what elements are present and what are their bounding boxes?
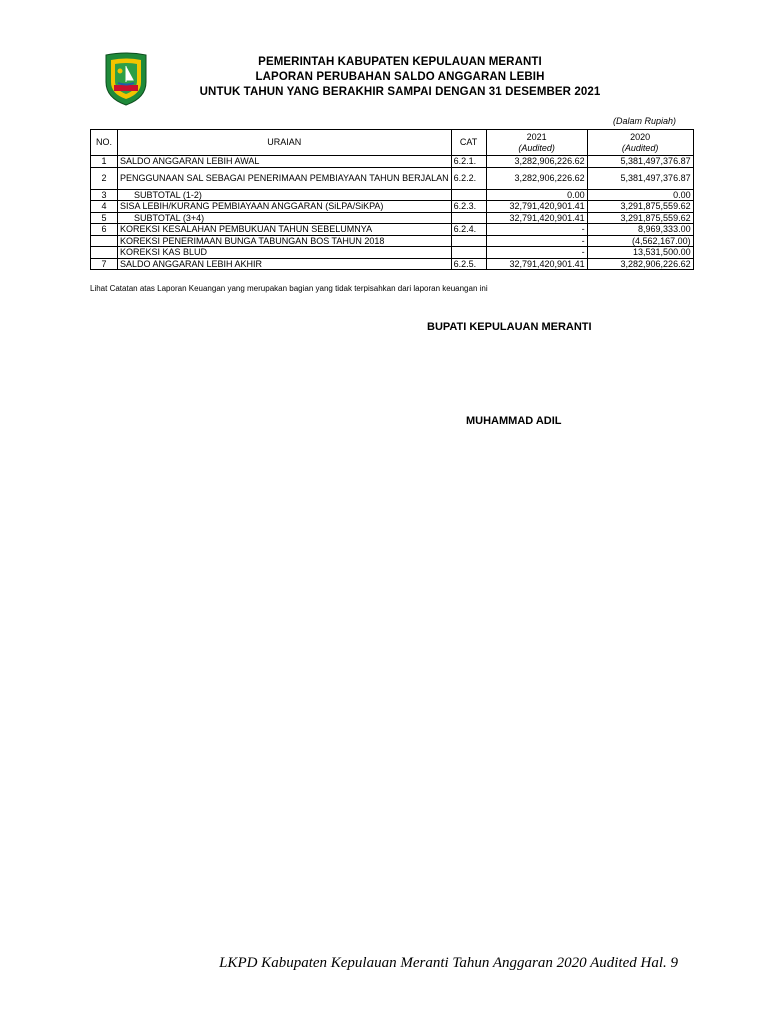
table-row xyxy=(91,224,694,236)
header-government-name: PEMERINTAH KABUPATEN KEPULAUAN MERANTI xyxy=(258,56,542,68)
row-cat xyxy=(451,235,486,247)
row-value-2021: - xyxy=(486,224,587,236)
row-value-2020: 3,282,906,226.62 xyxy=(587,258,693,270)
signatory-name: MUHAMMAD ADIL xyxy=(466,415,562,427)
row-value-2021: 32,791,420,901.41 xyxy=(486,258,587,270)
page-footer: LKPD Kabupaten Kepulauan Meranti Tahun Anggaran 2020 Audited Hal. 9 xyxy=(219,955,678,971)
table-row xyxy=(91,247,694,259)
table-row xyxy=(91,189,694,201)
row-value-2021: 3,282,906,226.62 xyxy=(486,167,587,189)
header-2020-audited: (Audited) xyxy=(621,142,659,153)
row-value-2021: - xyxy=(486,235,587,247)
row-no: 4 xyxy=(91,201,118,213)
table-row xyxy=(91,258,694,270)
table-row xyxy=(91,212,694,224)
row-no: 2 xyxy=(91,167,118,189)
row-value-2020: 8,969,333.00 xyxy=(587,224,693,236)
row-cat: 6.2.1. xyxy=(451,156,486,168)
row-no: 5 xyxy=(91,212,118,224)
row-value-2021: - xyxy=(486,247,587,259)
row-value-2021: 32,791,420,901.41 xyxy=(486,212,587,224)
header-2021-audited: (Audited) xyxy=(518,142,555,153)
row-value-2020: 3,291,875,559.62 xyxy=(587,212,693,224)
header-2021 xyxy=(486,130,587,156)
header-report-title: LAPORAN PERUBAHAN SALDO ANGGARAN LEBIH xyxy=(255,71,545,83)
report-header xyxy=(150,55,650,100)
footnote: Lihat Catatan atas Laporan Keuangan yang merupakan bagian yang tidak terpisahkan dari laporan keuangan ini xyxy=(90,284,488,293)
table-row xyxy=(91,201,694,213)
row-value-2020: 0.00 xyxy=(587,189,693,201)
row-value-2020: 3,291,875,559.62 xyxy=(587,201,693,213)
currency-unit-note: (Dalam Rupiah) xyxy=(612,116,676,126)
row-cat: 6.2.2. xyxy=(451,167,486,189)
row-cat xyxy=(451,212,486,224)
sal-changes-table xyxy=(90,129,694,270)
table-row xyxy=(91,235,694,247)
row-value-2021: 3,282,906,226.62 xyxy=(486,156,587,168)
row-uraian: SALDO ANGGARAN LEBIH AKHIR xyxy=(118,258,452,270)
regency-emblem-logo xyxy=(102,52,150,106)
table-row xyxy=(91,156,694,168)
header-period: UNTUK TAHUN YANG BERAKHIR SAMPAI DENGAN 31 DESEMBER 2021 xyxy=(199,86,601,98)
header-2020 xyxy=(587,130,693,156)
signatory-title: BUPATI KEPULAUAN MERANTI xyxy=(427,321,592,333)
header-uraian: URAIAN xyxy=(118,130,452,156)
row-no xyxy=(91,247,118,259)
row-uraian: SUBTOTAL (1-2) xyxy=(118,189,452,201)
row-cat xyxy=(451,247,486,259)
header-2021-year: 2021 xyxy=(526,132,547,142)
row-uraian: SUBTOTAL (3+4) xyxy=(118,212,452,224)
header-no: NO. xyxy=(91,130,118,156)
row-uraian: KOREKSI KESALAHAN PEMBUKUAN TAHUN SEBELUMNYA xyxy=(118,224,452,236)
row-uraian: KOREKSI KAS BLUD xyxy=(118,247,452,259)
header-2020-year: 2020 xyxy=(630,132,651,142)
row-cat: 6.2.5. xyxy=(451,258,486,270)
row-uraian: SALDO ANGGARAN LEBIH AWAL xyxy=(118,156,452,168)
row-value-2020: (4,562,167.00) xyxy=(587,235,693,247)
row-uraian: KOREKSI PENERIMAAN BUNGA TABUNGAN BOS TAHUN 2018 xyxy=(118,235,452,247)
row-no: 3 xyxy=(91,189,118,201)
row-uraian: SISA LEBIH/KURANG PEMBIAYAAN ANGGARAN (SiLPA/SiKPA) xyxy=(118,201,452,213)
row-no: 1 xyxy=(91,156,118,168)
row-value-2021: 32,791,420,901.41 xyxy=(486,201,587,213)
row-value-2020: 5,381,497,376.87 xyxy=(587,167,693,189)
row-value-2021: 0.00 xyxy=(486,189,587,201)
row-cat xyxy=(451,189,486,201)
row-cat: 6.2.4. xyxy=(451,224,486,236)
row-cat: 6.2.3. xyxy=(451,201,486,213)
row-uraian: PENGGUNAAN SAL SEBAGAI PENERIMAAN PEMBIAYAAN TAHUN BERJALAN xyxy=(118,167,452,189)
header-cat: CAT xyxy=(451,130,486,156)
row-no xyxy=(91,235,118,247)
row-value-2020: 13,531,500.00 xyxy=(587,247,693,259)
row-no: 6 xyxy=(91,224,118,236)
row-value-2020: 5,381,497,376.87 xyxy=(587,156,693,168)
row-no: 7 xyxy=(91,258,118,270)
table-row xyxy=(91,167,694,189)
